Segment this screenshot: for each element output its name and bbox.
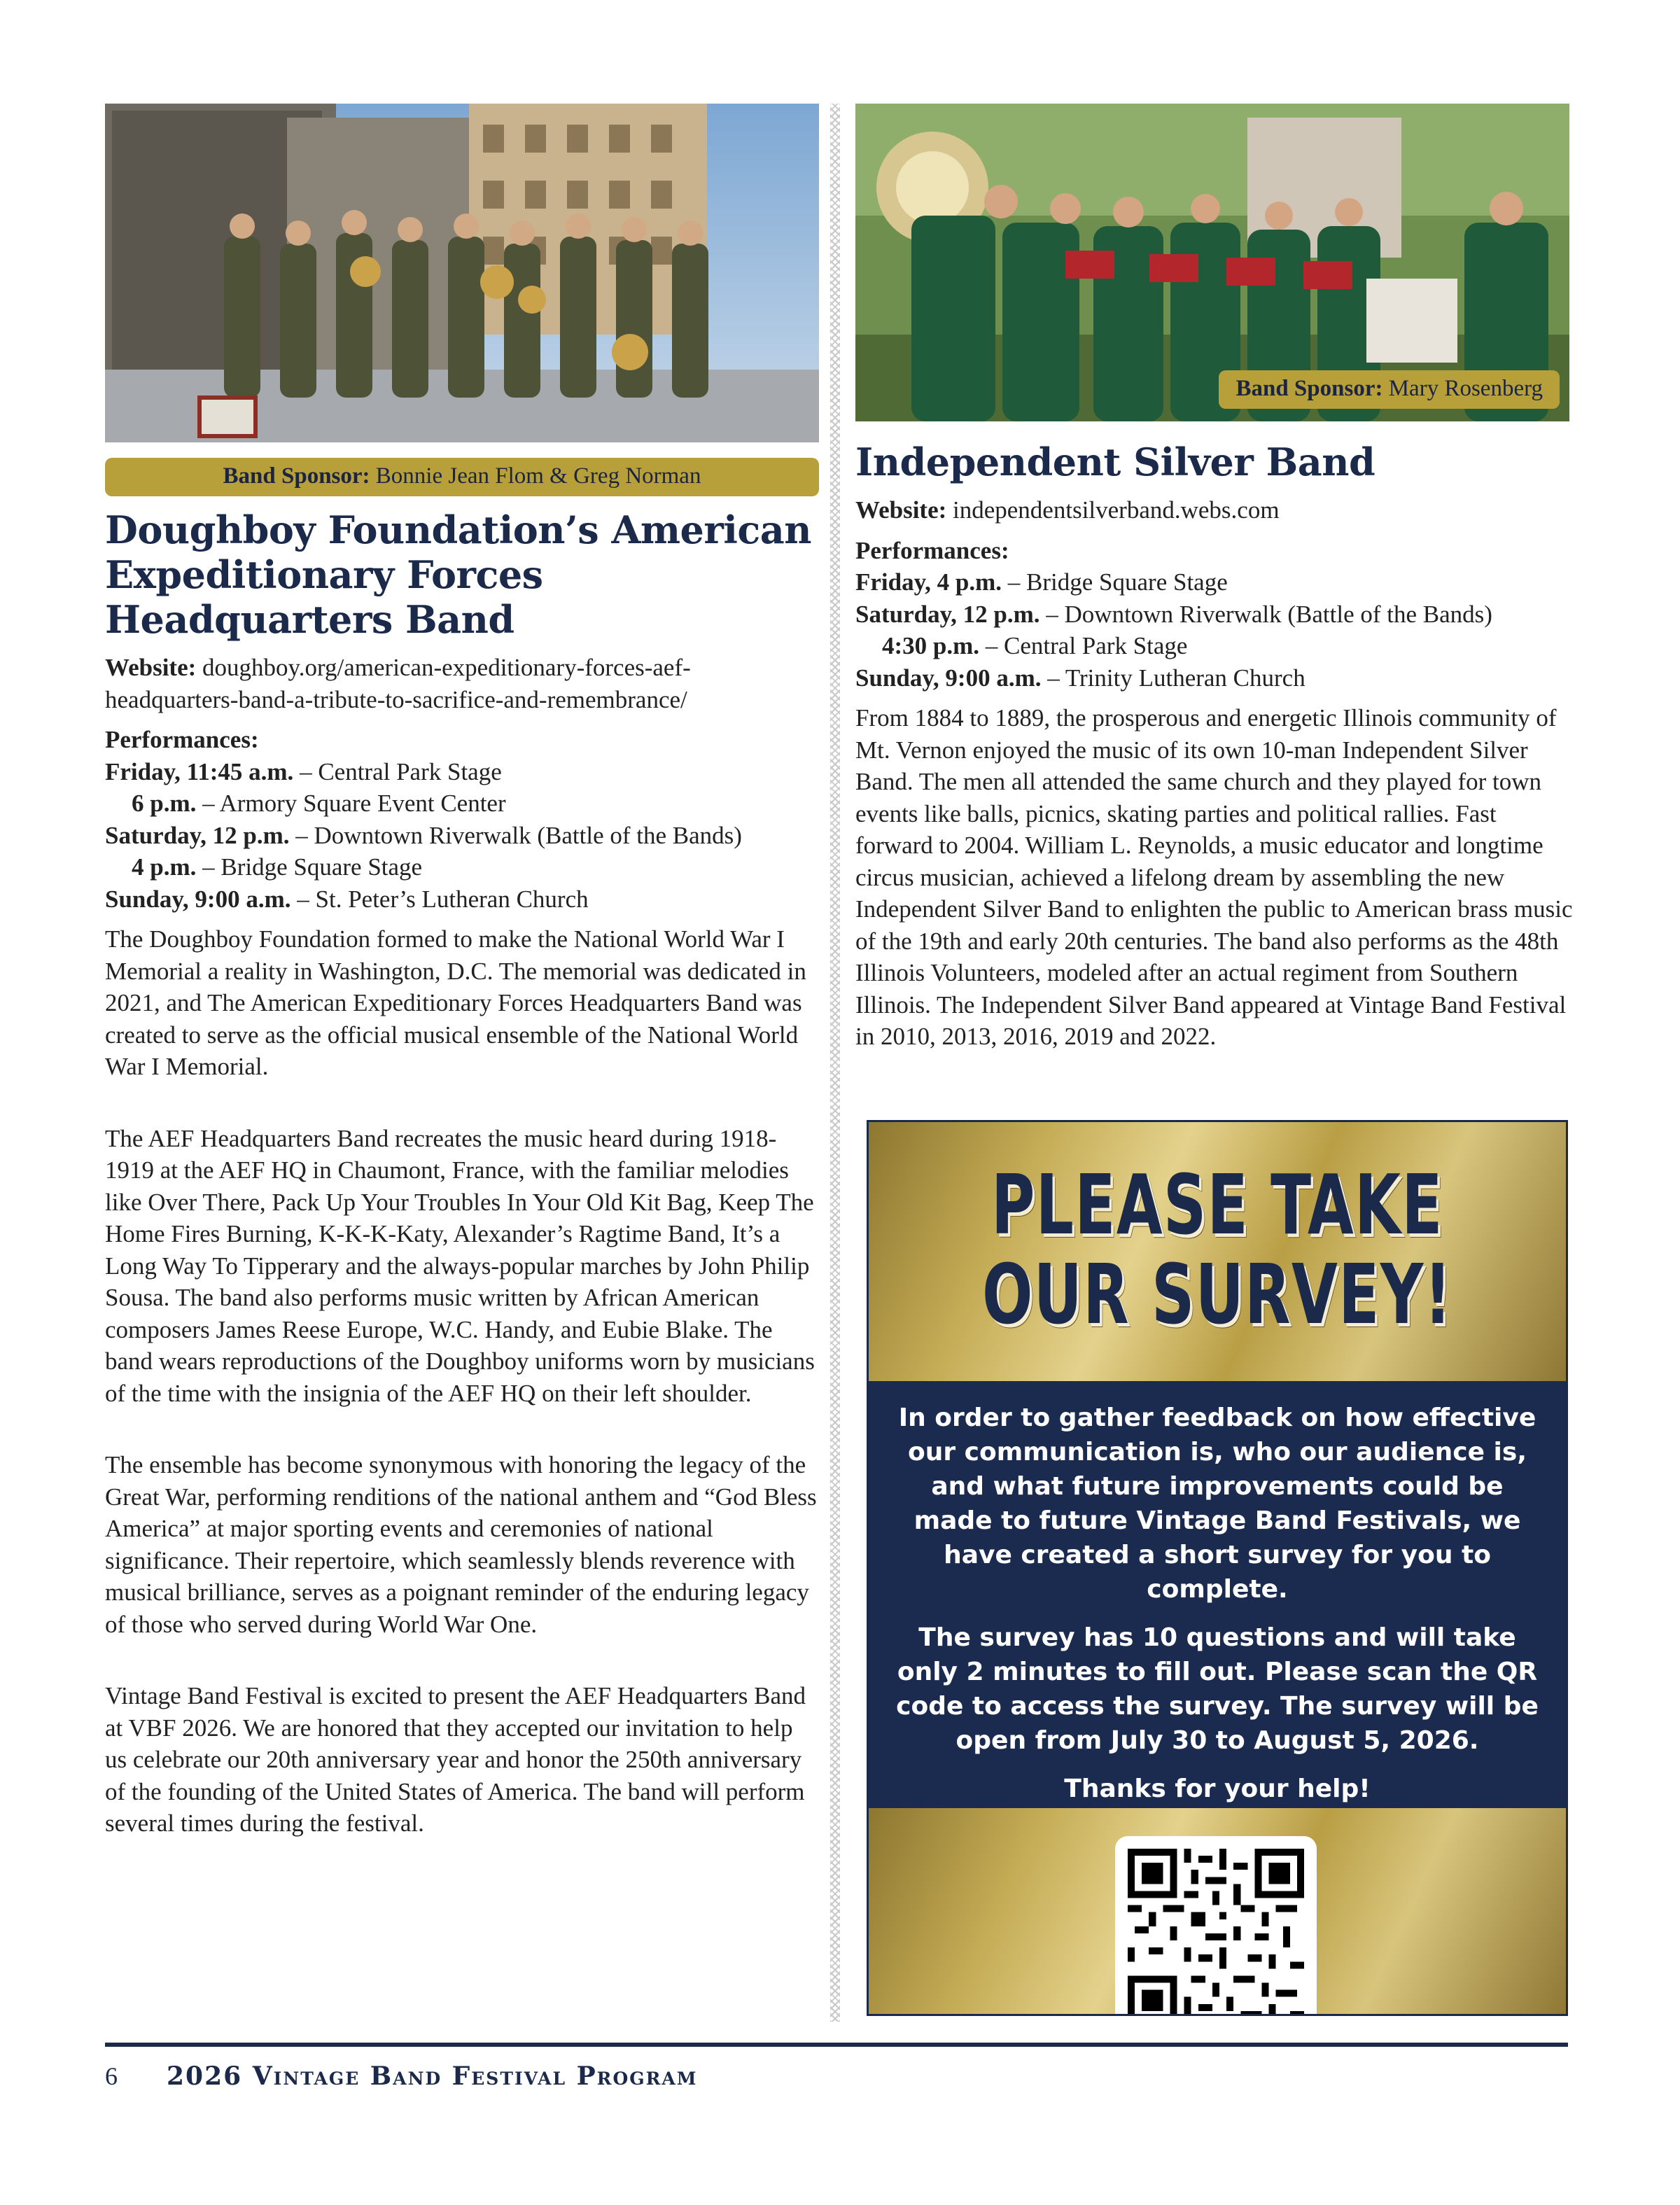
- survey-footer: [869, 1808, 1566, 2016]
- column-divider: [830, 104, 840, 2022]
- performance-item: Friday, 4 p.m. – Bridge Square Stage: [855, 568, 1228, 596]
- website-label: Website:: [105, 654, 197, 681]
- publication-title: 2026 Vintage Band Festival Program: [167, 2062, 698, 2091]
- performance-item: Saturday, 12 p.m. – Downtown Riverwalk (Battle of the Bands): [855, 600, 1492, 628]
- sponsor-names: Mary Rosenberg: [1388, 376, 1543, 401]
- sponsor-label: Band Sponsor:: [223, 463, 370, 489]
- performance-item: 6 p.m. – Armory Square Event Center: [132, 790, 506, 817]
- survey-qr-code[interactable]: [1115, 1836, 1317, 2016]
- left-article: [105, 104, 819, 1848]
- performance-item: 4 p.m. – Bridge Square Stage: [132, 853, 423, 881]
- performance-item: 4:30 p.m. – Central Park Stage: [882, 632, 1188, 659]
- page-number: 6: [105, 2062, 118, 2090]
- page-footer: [105, 2062, 697, 2091]
- aef-paragraph-1: The Doughboy Foundation formed to make the National World War I Memorial a reality in Washington, D.C. The memorial was dedicated in 2021, and The American Expeditionary Forces Headquarters Band was created to serve as the official musical ensemble of the National World War I Memorial.: [105, 925, 806, 1080]
- aef-band-photo-art: [105, 104, 819, 442]
- footer-rule: [105, 2043, 1568, 2047]
- performances-label: Performances:: [855, 536, 1009, 564]
- silver-performances: [855, 535, 1576, 694]
- performance-item: Friday, 11:45 a.m. – Central Park Stage: [105, 757, 502, 785]
- performance-item: Sunday, 9:00 a.m. – St. Peter’s Lutheran Church: [105, 885, 589, 913]
- survey-header: [869, 1122, 1566, 1381]
- silver-band-title: Independent Silver Band: [855, 440, 1376, 484]
- aef-paragraph-2: The AEF Headquarters Band recreates the music heard during 1918-1919 at the AEF HQ in Chaumont, France, with the familiar melodies like Over There, Pack Up Your Troubles In Your Old Kit Bag, Keep The Home Fires Burning, K-K-K-Katy, Alexander’s Ragtime Band, It’s a Long Way To Tipperary and the always-popular marches by John Philip Sousa. The band also performs music written by African American composers James Reese Europe, W.C. Handy, and Eubie Blake. The band wears reproductions of the Doughboy uniforms worn by musicians of the time with the insignia of the AEF HQ on their left shoulder.: [105, 1124, 815, 1407]
- aef-performances: [105, 724, 819, 915]
- survey-title-line-2: OUR SURVEY!: [982, 1246, 1452, 1343]
- silver-paragraph-1: From 1884 to 1889, the prosperous and energetic Illinois community of Mt. Vernon enjoyed the music of its own 10-man Independent Silver Band. The men all attended the same church and they played for town events like balls, picnics, skating parties and political rallies. Fast forward to 2004. William L. Reynolds, a music educator and longtime circus musician, achieved a lifelong dream by assembling the new Independent Silver Band to enlighten the public to American brass music of the 19th and early 20th centuries. The band also performs as the 48th Illinois Volunteers, modeled after an actual regiment from Southern Illinois. The Independent Silver Band appeared at Vintage Band Festival in 2010, 2013, 2016, 2019 and 2022.: [855, 704, 1573, 1050]
- survey-text-3: Thanks for your help!: [1064, 1774, 1371, 1803]
- silver-website-line: [855, 494, 1576, 526]
- silver-website-link[interactable]: independentsilverband.webs.com: [953, 496, 1280, 524]
- sponsor-names: Bonnie Jean Flom & Greg Norman: [375, 463, 701, 489]
- performance-item: Sunday, 9:00 a.m. – Trinity Lutheran Church: [855, 664, 1306, 692]
- performance-item: Saturday, 12 p.m. – Downtown Riverwalk (Battle of the Bands): [105, 821, 742, 849]
- survey-title: [966, 1156, 1468, 1343]
- aef-website-link[interactable]: doughboy.org/american-expeditionary-forces-aef-headquarters-band-a-tribute-to-sacrifice-and-remembrance/: [105, 654, 691, 713]
- aef-website-line: [105, 652, 819, 715]
- qr-code-icon: [1128, 1849, 1304, 2016]
- aef-paragraph-4: Vintage Band Festival is excited to present the AEF Headquarters Band at VBF 2026. We are honored that they accepted our invitation to help us celebrate our 20th anniversary year and honor the 250th anniversary of the founding of the United States of America. The band will perform several times during the festival.: [105, 1682, 806, 1837]
- aef-band-title: Doughboy Foundation’s American Expeditionary Forces Headquarters Band: [105, 507, 811, 642]
- right-article: [855, 104, 1576, 1061]
- survey-text-2: The survey has 10 questions and will take only 2 minutes to fill out. Please scan the QR code to access the survey. The survey will be open from July 30 to August 5, 2026.: [896, 1623, 1539, 1755]
- aef-band-sponsor-bar: [105, 458, 819, 496]
- aef-band-photo: [105, 104, 819, 442]
- survey-description: [869, 1381, 1566, 1808]
- website-label: Website:: [855, 496, 947, 524]
- silver-band-sponsor-tag: [1219, 370, 1560, 409]
- silver-band-photo: [855, 104, 1569, 421]
- survey-title-line-1: PLEASE TAKE: [991, 1156, 1443, 1253]
- sponsor-label: Band Sponsor:: [1236, 376, 1383, 401]
- survey-box: [867, 1120, 1568, 2016]
- aef-paragraph-3: The ensemble has become synonymous with honoring the legacy of the Great War, performing renditions of the national anthem and “God Bless America” at major sporting events and ceremonies of national significance. Their repertoire, which seamlessly blends reverence with musical brilliance, serves as a poignant reminder of the enduring legacy of those who served during World War One.: [105, 1451, 817, 1638]
- survey-text-1: In order to gather feedback on how effective our communication is, who our audience is, and what future improvements could be made to future Vintage Band Festivals, we have created a short survey for you to complete.: [898, 1404, 1536, 1604]
- performances-label: Performances:: [105, 726, 259, 753]
